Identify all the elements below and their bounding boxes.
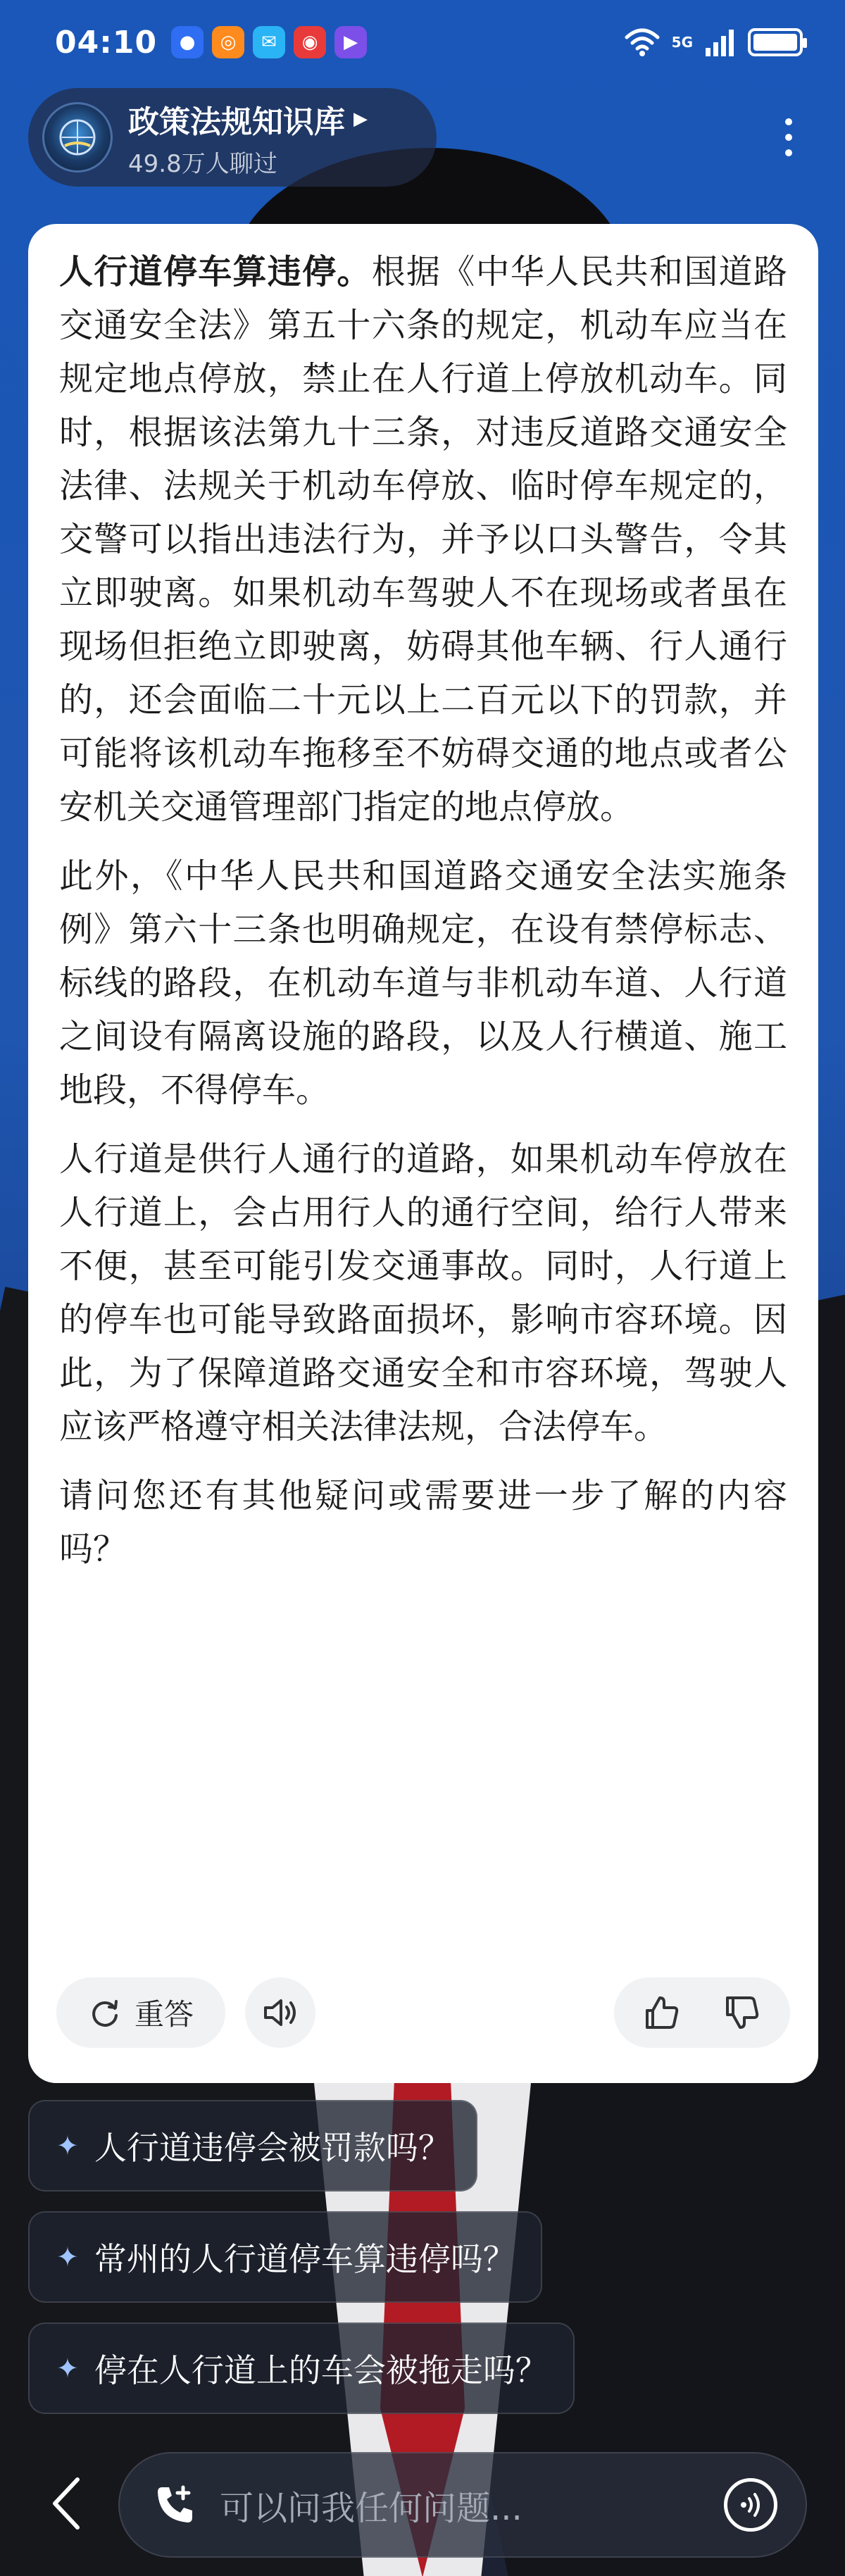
agent-header[interactable]: [28, 88, 437, 187]
answer-paragraph-2: 此外，《中华人民共和国道路交通安全法实施条例》第六十三条也明确规定，在设有禁停标志、标线的路段，在机动车道与非机动车道、人行道之间设有隔离设施的路段，以及人行横道、施工地段，不得停车。: [59, 856, 787, 1110]
input-placeholder: 可以问我任何问题...: [220, 2488, 522, 2528]
read-aloud-button[interactable]: [245, 1977, 315, 2048]
refresh-icon: [88, 1996, 122, 2030]
suggestion-chip[interactable]: [28, 2100, 477, 2192]
back-button[interactable]: [42, 2465, 92, 2542]
speaker-icon: [261, 1995, 299, 2030]
thumbs-down-icon[interactable]: [723, 1994, 761, 2032]
suggestion-text: 常州的人行道停车算违停吗？: [94, 2240, 515, 2278]
regenerate-label: 重答: [134, 1997, 194, 2032]
answer-actions: [56, 1977, 790, 2048]
caret-right-icon: ▶: [353, 108, 368, 130]
chat-input[interactable]: [118, 2452, 807, 2558]
regenerate-button[interactable]: [56, 1977, 225, 2048]
answer-paragraph-1: [59, 245, 787, 834]
media-app-icon: ▶: [334, 26, 367, 58]
baidu-paw-icon: ●: [171, 26, 204, 58]
network-type: 5G: [671, 34, 693, 51]
signal-icon: [704, 28, 737, 56]
battery-level: [753, 34, 797, 51]
more-options-button[interactable]: [775, 106, 803, 169]
suggestion-text: 停在人行道上的车会被拖走吗？: [94, 2351, 548, 2389]
answer-paragraph-3: 人行道是供行人通行的道路，如果机动车停放在人行道上，会占用行人的通行空间，给行人带来不便，甚至可能引发交通事故。同时，人行道上的停车也可能导致路面损坏，影响市容环境。因此，为了保障道路交通安全和市容环境，驾驶人应该严格遵守相关法律法规，合法停车。: [59, 1139, 787, 1446]
status-time: 04:10: [55, 24, 158, 61]
game-app-icon: ◉: [294, 26, 326, 58]
agent-text: [128, 96, 368, 179]
dot-icon: [785, 149, 792, 156]
feedback-group: [614, 1977, 790, 2048]
answer-paragraph-4: 请问您还有其他疑问或需要进一步了解的内容吗？: [59, 1476, 787, 1569]
agent-avatar: [42, 102, 113, 173]
notification-icons: [171, 26, 367, 58]
voice-wave-icon: [737, 2491, 765, 2519]
status-right: [624, 27, 803, 57]
suggestion-chip[interactable]: [28, 2211, 542, 2303]
chevron-left-icon: [49, 2475, 84, 2532]
answer-paragraph-1-body: 根据《中华人民共和国道路交通安全法》第五十六条的规定，机动车应当在规定地点停放，禁止在人行道上停放机动车。同时，根据该法第九十三条，对违反道路交通安全法律、法规关于机动车停放、临时停车规定的，交警可以指出违法行为，并予以口头警告，令其立即驶离。如果机动车驾驶人不在现场或者虽在现场但拒绝立即驶离，妨碍其他车辆、行人通行的，还会面临二十元以上二百元以下的罚款，并可能将该机动车拖移至不妨碍交通的地点或者公安机关交通管理部门指定的地点停放。: [59, 252, 787, 827]
answer-lead: 人行道停车算违停。: [59, 252, 372, 292]
agent-chat-count: 49.8万人聊过: [128, 149, 277, 178]
sparkle-icon: ✦: [56, 2242, 79, 2272]
suggestion-chip[interactable]: [28, 2322, 575, 2414]
message-icon: ✉: [253, 26, 285, 58]
dot-icon: [785, 134, 792, 141]
dot-icon: [785, 118, 792, 125]
wifi-icon: [624, 27, 661, 57]
status-bar: [0, 0, 845, 85]
agent-name-row: [128, 96, 368, 142]
phone-call-icon[interactable]: [152, 2482, 199, 2528]
agent-name: 政策法规知识库: [128, 104, 345, 140]
answer-card: [28, 224, 818, 2083]
sparkle-icon: ✦: [56, 2353, 79, 2384]
voice-input-button[interactable]: [724, 2478, 777, 2532]
suggestion-text: 人行道违停会被罚款吗？: [94, 2129, 451, 2167]
thumbs-up-icon[interactable]: [643, 1994, 681, 2032]
battery-icon: [748, 28, 803, 56]
sparkle-icon: ✦: [56, 2130, 79, 2161]
globe-emblem-icon: [56, 116, 99, 158]
taobao-icon: ◎: [212, 26, 244, 58]
